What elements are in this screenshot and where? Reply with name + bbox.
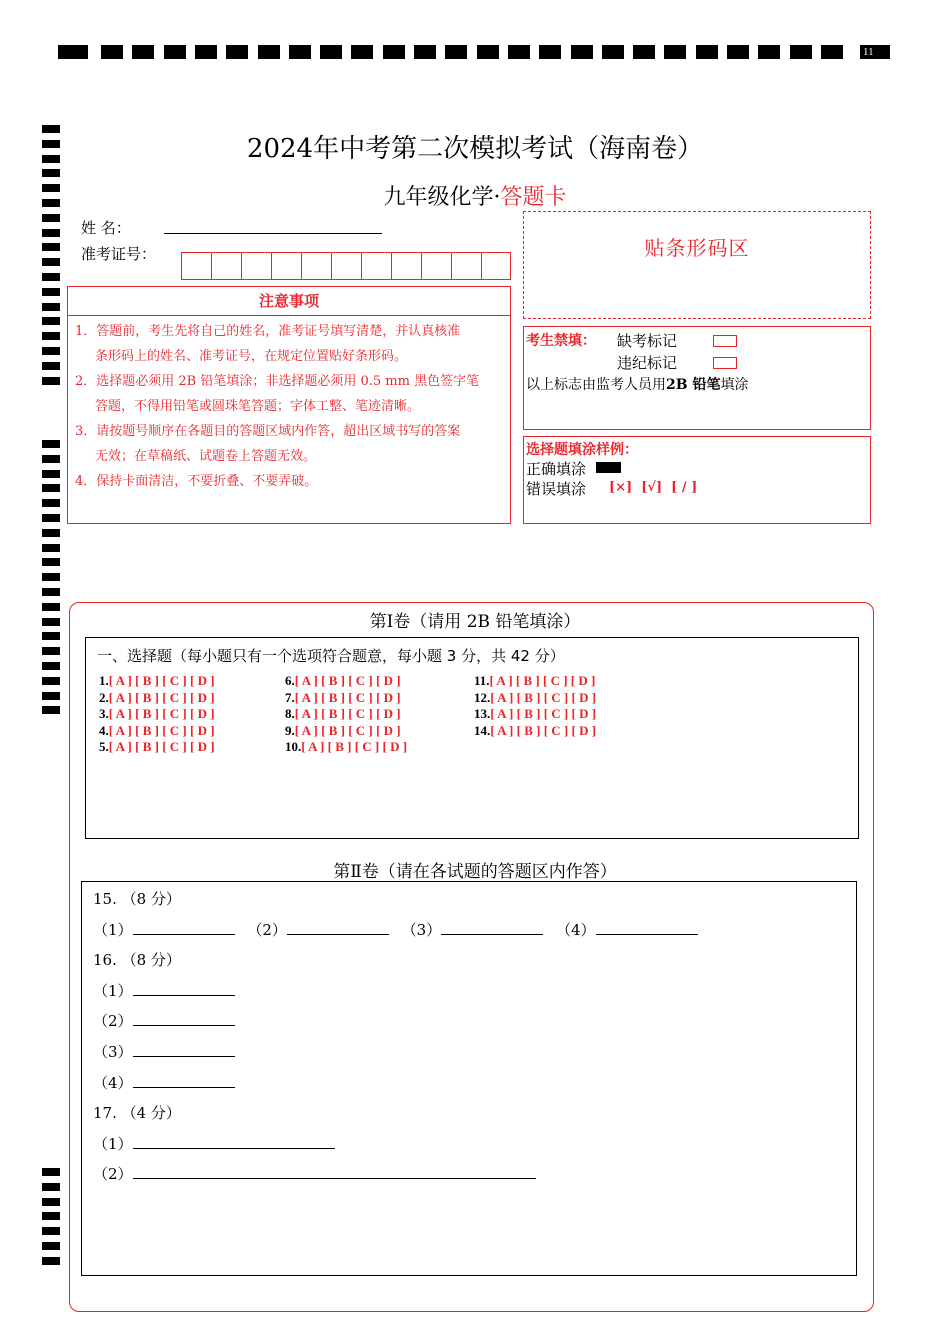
timing-mark xyxy=(42,662,60,670)
question-number: 5. xyxy=(99,739,109,754)
name-label: 姓 名： xyxy=(81,219,131,237)
sub-label: （1） xyxy=(93,981,133,1000)
question-number: 1. xyxy=(99,673,109,688)
violation-checkbox[interactable] xyxy=(713,357,737,369)
question-16: 16. （8 分） xyxy=(93,951,181,970)
timing-mark xyxy=(42,317,60,325)
timing-mark xyxy=(42,1227,60,1235)
question-number: 10. xyxy=(285,739,302,754)
notice-title: 注意事项 xyxy=(68,287,510,316)
timing-mark xyxy=(42,484,60,492)
timing-mark xyxy=(42,332,60,340)
sub-label: （3） xyxy=(93,1042,133,1061)
timing-mark xyxy=(42,573,60,581)
notice-item: 答题，不得用铅笔或圆珠笔答题；字体工整、笔迹清晰。 xyxy=(95,399,421,414)
timing-mark xyxy=(539,45,561,59)
answer-17-1[interactable] xyxy=(133,1134,335,1149)
timing-mark xyxy=(42,647,60,655)
sub-label: （4） xyxy=(93,1073,133,1092)
sub-label: （2） xyxy=(93,1012,133,1031)
timing-mark xyxy=(42,440,60,448)
timing-mark xyxy=(42,692,60,700)
part1-title: 第Ⅰ卷（请用 2B 铅笔填涂） xyxy=(369,612,581,632)
timing-mark xyxy=(289,45,311,59)
answer-options[interactable]: [ A ] [ B ] [ C ] [ D ] xyxy=(108,722,215,738)
choice-row[interactable] xyxy=(474,706,596,723)
answer-options[interactable]: [ A ] [ B ] [ C ] [ D ] xyxy=(294,722,401,738)
question-number: 7. xyxy=(285,689,295,705)
timing-mark xyxy=(42,229,60,237)
choice-row[interactable] xyxy=(285,739,407,756)
question-number: 3. xyxy=(99,706,109,721)
timing-mark xyxy=(445,45,467,59)
timing-mark xyxy=(132,45,154,59)
timing-mark xyxy=(790,45,812,59)
notice-item: 无效；在草稿纸、试题卷上答题无效。 xyxy=(95,449,317,464)
proctor-note xyxy=(526,374,748,394)
answer-options[interactable]: [ A ] [ B ] [ C ] [ D ] xyxy=(294,706,401,721)
timing-mark xyxy=(42,1198,60,1206)
correct-fill-sample xyxy=(596,462,621,473)
question-number: 12. xyxy=(474,689,491,705)
note-pre: 以上标志由监考人员用 xyxy=(526,377,666,393)
question-number: 9. xyxy=(285,722,295,738)
question-number: 6. xyxy=(285,673,295,688)
absent-checkbox[interactable] xyxy=(713,335,737,347)
wrong-fill-samples: [×] [√] [ / ] xyxy=(609,480,698,495)
id-number-boxes[interactable] xyxy=(181,252,511,280)
timing-mark xyxy=(351,45,373,59)
answer-options[interactable]: [ A ] [ B ] [ C ] [ D ] xyxy=(489,673,596,688)
timing-mark xyxy=(664,45,686,59)
answer-17-2[interactable] xyxy=(133,1164,536,1179)
sub-label: （2） xyxy=(247,920,287,939)
sub-label: （2） xyxy=(93,1165,133,1184)
choice-row[interactable] xyxy=(99,673,215,690)
timing-mark xyxy=(42,455,60,463)
timing-mark xyxy=(42,529,60,537)
answer-16-3[interactable] xyxy=(133,1042,235,1057)
timing-mark xyxy=(42,214,60,222)
timing-mark xyxy=(42,1183,60,1191)
timing-mark xyxy=(571,45,593,59)
timing-mark xyxy=(101,45,123,59)
timing-mark xyxy=(602,45,624,59)
notice-item: 条形码上的姓名、准考证号，在规定位置贴好条形码。 xyxy=(95,349,408,364)
question-15-answers xyxy=(93,915,833,946)
timing-mark xyxy=(42,677,60,685)
timing-mark xyxy=(226,45,248,59)
sub-label: （3） xyxy=(401,920,442,939)
subtitle-main: 九年级化学· xyxy=(383,185,501,210)
timing-mark xyxy=(42,544,60,552)
timing-mark xyxy=(42,347,60,355)
choice-row[interactable] xyxy=(285,706,401,723)
note-post: 填涂 xyxy=(720,377,749,393)
timing-mark xyxy=(42,243,60,251)
timing-mark xyxy=(42,169,60,177)
sub-label: （1） xyxy=(93,920,133,939)
answer-15-2[interactable] xyxy=(287,920,389,935)
answer-options[interactable]: [ A ] [ B ] [ C ] [ D ] xyxy=(108,706,215,721)
timing-mark xyxy=(42,362,60,370)
choice-row[interactable] xyxy=(285,723,401,740)
answer-16-4[interactable] xyxy=(133,1073,235,1088)
choice-section xyxy=(85,637,859,839)
timing-mark xyxy=(42,1257,60,1265)
timing-mark xyxy=(696,45,718,59)
timing-mark xyxy=(42,1212,60,1220)
timing-mark xyxy=(42,632,60,640)
notice-item: 1．答题前，考生先将自己的姓名，准考证号填写清楚，并认真核准 xyxy=(75,324,461,339)
timing-mark xyxy=(258,45,280,59)
timing-mark xyxy=(42,303,60,311)
timing-mark xyxy=(42,588,60,596)
choice-row[interactable] xyxy=(474,723,596,740)
choice-row[interactable] xyxy=(99,690,215,707)
timing-mark xyxy=(42,377,60,385)
question-17: 17. （4 分） xyxy=(93,1104,181,1123)
timing-mark xyxy=(414,45,436,59)
answer-16-2[interactable] xyxy=(133,1011,235,1026)
question-number: 11. xyxy=(474,673,490,688)
timing-mark xyxy=(42,273,60,281)
fill-sample-box xyxy=(523,436,871,524)
sub-label: （1） xyxy=(93,1134,133,1153)
answer-options[interactable]: [ A ] [ B ] [ C ] [ D ] xyxy=(490,689,597,705)
timing-mark xyxy=(42,558,60,566)
timing-mark xyxy=(42,706,60,714)
barcode-label: 贴条形码区 xyxy=(644,236,750,260)
answer-15-3[interactable] xyxy=(441,920,543,935)
choice-row[interactable] xyxy=(474,673,595,690)
answer-15-1[interactable] xyxy=(133,920,235,935)
timing-mark xyxy=(821,45,843,59)
question-number: 4. xyxy=(99,722,109,738)
timing-mark xyxy=(42,470,60,478)
question-number: 14. xyxy=(474,722,491,738)
note-bold: 2B 铅笔 xyxy=(666,377,721,393)
choice-row[interactable] xyxy=(99,723,215,740)
id-label: 准考证号： xyxy=(81,245,157,263)
timing-mark xyxy=(508,45,530,59)
proctor-box xyxy=(523,326,871,430)
notice-box xyxy=(67,286,511,524)
page-subtitle xyxy=(0,180,950,211)
violation-label: 违纪标记 xyxy=(617,354,678,372)
correct-label: 正确填涂 xyxy=(526,460,587,478)
answer-options[interactable]: [ A ] [ B ] [ C ] [ D ] xyxy=(108,673,215,688)
question-number: 13. xyxy=(474,706,491,721)
part2-title: 第Ⅱ卷（请在各试题的答题区内作答） xyxy=(333,862,617,882)
page-number: 11 xyxy=(860,45,890,59)
choice-row[interactable] xyxy=(99,706,215,723)
notice-item: 4．保持卡面清洁，不要折叠、不要弄破。 xyxy=(75,474,318,489)
choice-row[interactable] xyxy=(285,690,401,707)
answer-options[interactable]: [ A ] [ B ] [ C ] [ D ] xyxy=(490,722,597,738)
question-15: 15. （8 分） xyxy=(93,890,181,908)
absent-label: 缺考标记 xyxy=(617,332,678,350)
free-response-section xyxy=(81,881,857,1276)
question-number: 8. xyxy=(285,706,295,721)
forbidden-label: 考生禁填： xyxy=(526,333,596,349)
answer-15-4[interactable] xyxy=(596,920,698,935)
timing-mark xyxy=(727,45,749,59)
answer-options[interactable]: [ A ] [ B ] [ C ] [ D ] xyxy=(490,706,597,721)
timing-mark xyxy=(42,514,60,522)
timing-mark xyxy=(383,45,405,59)
timing-mark xyxy=(42,1242,60,1250)
choice-row[interactable] xyxy=(474,690,596,707)
page-title: 2024年中考第二次模拟考试（海南卷） xyxy=(246,134,704,164)
timing-mark xyxy=(758,45,780,59)
answer-options[interactable]: [ A ] [ B ] [ C ] [ D ] xyxy=(108,739,215,754)
timing-mark xyxy=(58,45,88,59)
answer-16-1[interactable] xyxy=(133,981,235,996)
timing-mark xyxy=(320,45,342,59)
answer-options[interactable]: [ A ] [ B ] [ C ] [ D ] xyxy=(108,689,215,705)
subtitle-answer-card: 答题卡 xyxy=(500,185,567,210)
answer-options[interactable]: [ A ] [ B ] [ C ] [ D ] xyxy=(294,673,401,688)
choice-section-title: 一、选择题（每小题只有一个选项符合题意，每小题 3 分，共 42 分） xyxy=(97,647,565,665)
question-number: 2. xyxy=(99,689,109,705)
notice-item: 3．请按题号顺序在各题目的答题区域内作答，超出区域书写的答案 xyxy=(75,424,461,439)
fill-sample-title: 选择题填涂样例： xyxy=(526,442,638,458)
timing-mark xyxy=(195,45,217,59)
answer-options[interactable]: [ A ] [ B ] [ C ] [ D ] xyxy=(301,739,408,754)
answer-options[interactable]: [ A ] [ B ] [ C ] [ D ] xyxy=(294,689,401,705)
timing-bar xyxy=(58,45,890,61)
timing-mark xyxy=(42,499,60,507)
timing-mark xyxy=(633,45,655,59)
barcode-area xyxy=(523,211,871,319)
choice-row[interactable] xyxy=(99,739,215,756)
timing-mark xyxy=(42,288,60,296)
timing-mark xyxy=(42,258,60,266)
timing-mark xyxy=(477,45,499,59)
name-input[interactable] xyxy=(164,233,382,234)
notice-item: 2．选择题必须用 2B 铅笔填涂；非选择题必须用 0.5 mm 黑色签字笔 xyxy=(75,374,480,389)
timing-mark xyxy=(42,1168,60,1176)
choice-row[interactable] xyxy=(285,673,401,690)
wrong-label: 错误填涂 xyxy=(526,480,587,498)
timing-mark xyxy=(164,45,186,59)
sub-label: （4） xyxy=(555,920,596,939)
